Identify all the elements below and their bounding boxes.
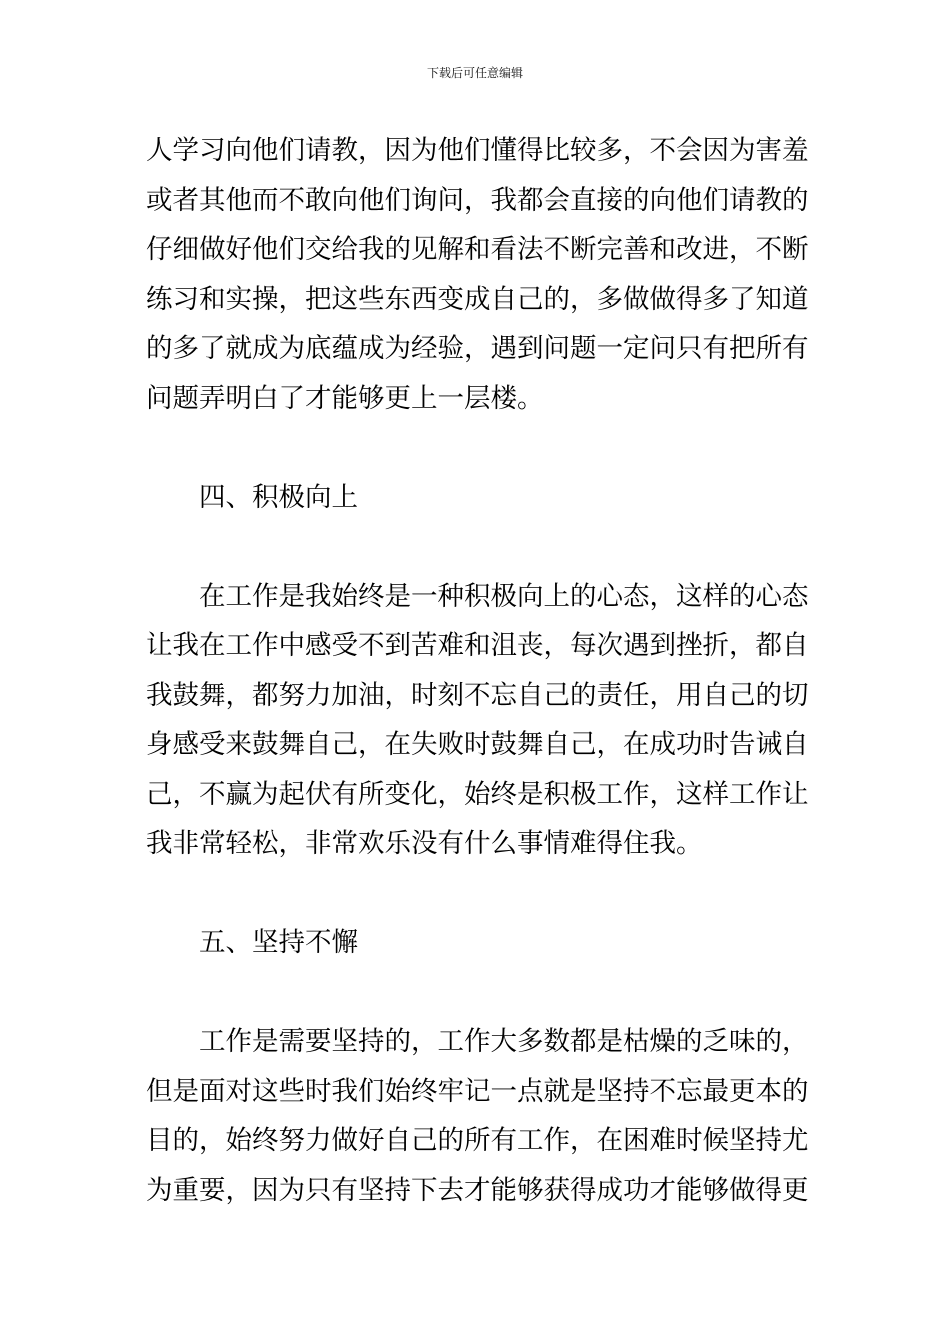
- paragraph-line: 人学习向他们请教，因为他们懂得比较多，不会因为害羞: [146, 135, 809, 166]
- paragraph-line: 让我在工作中感受不到苦难和沮丧，每次遇到挫折，都自: [146, 630, 809, 661]
- paragraph-line: 问题弄明白了才能够更上一层楼。: [146, 382, 544, 414]
- paragraph-line: 或者其他而不敢向他们询问，我都会直接的向他们请教的: [146, 184, 809, 216]
- spacer: [146, 869, 810, 919]
- paragraph-line: 在工作是我始终是一种积极向上的心态，这样的心态: [199, 580, 809, 612]
- paragraph-line: 我鼓舞，都努力加油，时刻不忘自己的责任，用自己的切: [146, 679, 809, 711]
- paragraph-line: 的多了就成为底蕴成为经验，遇到问题一定问只有把所有: [146, 333, 809, 364]
- document-body: [146, 126, 810, 1215]
- spacer: [146, 423, 810, 473]
- paragraph-line: 己，不赢为起伏有所变化，始终是积极工作，这样工作让: [146, 778, 809, 810]
- paragraph-line: 身感受来鼓舞自己，在失败时鼓舞自己，在成功时告诫自: [146, 729, 809, 760]
- spacer: [146, 522, 810, 572]
- paragraph-line: 练习和实操，把这些东西变成自己的，多做做得多了知道: [146, 283, 809, 315]
- section-heading-five: 五、坚持不懈: [199, 927, 358, 958]
- paragraph-line: 我非常轻松，非常欢乐没有什么事情难得住我。: [146, 828, 703, 859]
- paragraph-line: 但是面对这些时我们始终牢记一点就是坚持不忘最更本的: [146, 1075, 809, 1107]
- paragraph-line: 目的，始终努力做好自己的所有工作，在困难时候坚持尤: [146, 1125, 809, 1156]
- paragraph-persistence: [146, 1017, 810, 1215]
- spacer: [146, 968, 810, 1018]
- paragraph-line: 仔细做好他们交给我的见解和看法不断完善和改进，不断: [146, 234, 809, 265]
- paragraph-line: 工作是需要坚持的，工作大多数都是枯燥的乏味的，: [199, 1026, 809, 1057]
- section-heading-four: 四、积极向上: [199, 481, 358, 513]
- paragraph-learning-continued: [146, 126, 810, 423]
- paragraph-positive: [146, 572, 810, 869]
- page-header: 下载后可任意编辑: [426, 66, 523, 80]
- paragraph-line: 为重要，因为只有坚持下去才能够获得成功才能够做得更: [146, 1174, 809, 1206]
